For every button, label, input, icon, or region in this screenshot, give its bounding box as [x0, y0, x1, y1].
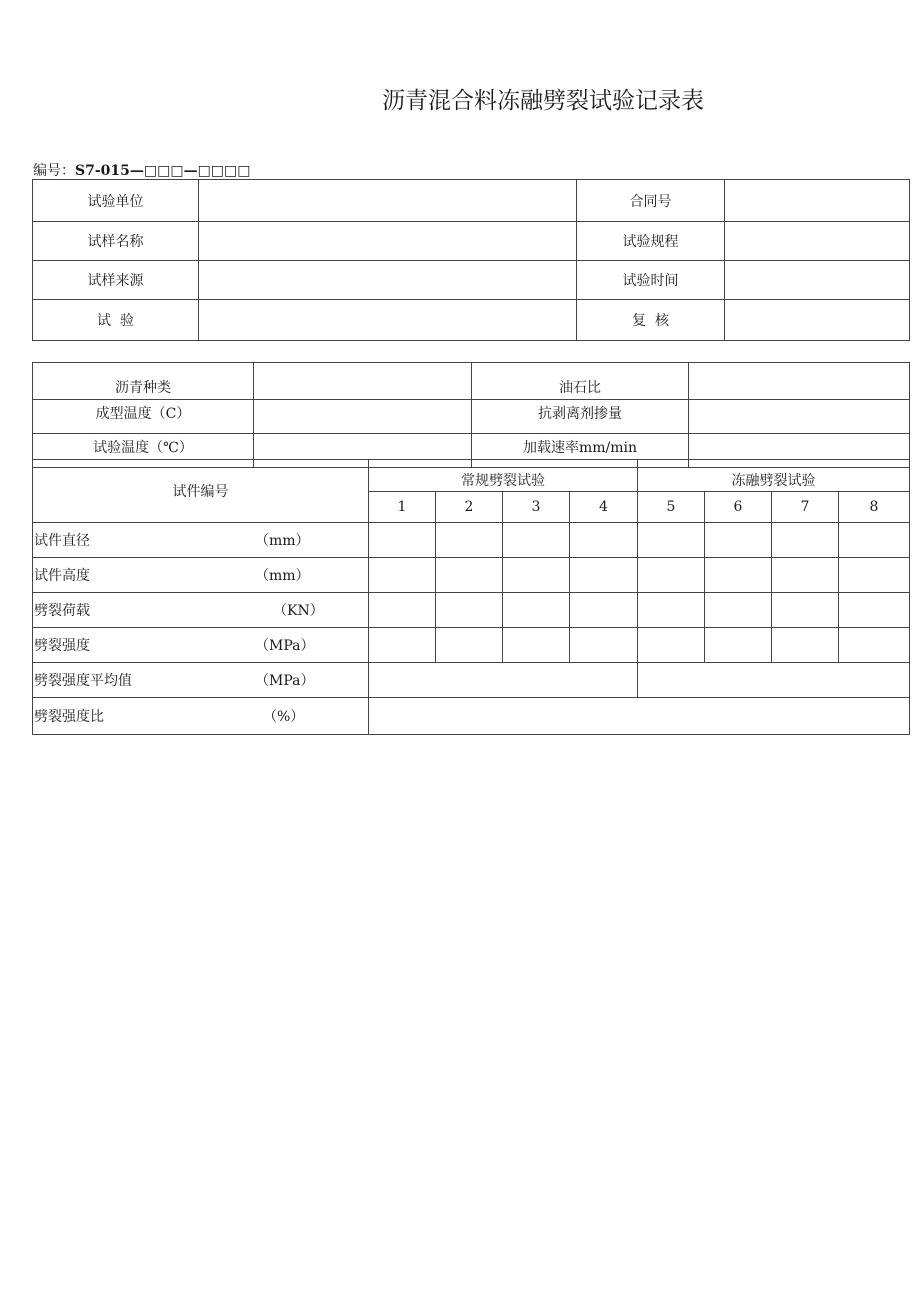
- specimen-number: 8: [839, 492, 910, 523]
- contract-field[interactable]: [725, 180, 910, 222]
- row-label: 劈裂荷载: [34, 603, 90, 619]
- params-row: [33, 400, 910, 434]
- spec-field[interactable]: [725, 222, 910, 261]
- params-row: [33, 363, 910, 400]
- value-cell[interactable]: [839, 593, 910, 628]
- value-cell[interactable]: [772, 558, 839, 593]
- value-cell[interactable]: [436, 593, 503, 628]
- specimen-number: 3: [503, 492, 570, 523]
- time-label: 试验时间: [577, 261, 725, 300]
- specimen-number: 5: [638, 492, 705, 523]
- reviewer-label: 复 核: [577, 300, 725, 341]
- contract-label: 合同号: [577, 180, 725, 222]
- source-label: 试样来源: [33, 261, 199, 300]
- height-row: [33, 558, 910, 593]
- freeze-test-header: 冻融劈裂试验: [638, 460, 910, 492]
- value-cell[interactable]: [638, 558, 705, 593]
- sample-name-label: 试样名称: [33, 222, 199, 261]
- source-field[interactable]: [199, 261, 577, 300]
- value-cell[interactable]: [436, 523, 503, 558]
- specimen-number: 7: [772, 492, 839, 523]
- value-cell[interactable]: [839, 523, 910, 558]
- load-row: [33, 593, 910, 628]
- asphalt-type-label: 沥青种类: [33, 363, 254, 400]
- specimen-number: 4: [570, 492, 638, 523]
- value-cell[interactable]: [772, 593, 839, 628]
- row-label: 试件高度: [34, 568, 90, 584]
- asphalt-type-field[interactable]: [254, 363, 472, 400]
- row-unit: （KN）: [273, 603, 324, 619]
- info-row: [33, 300, 910, 341]
- value-cell[interactable]: [705, 523, 772, 558]
- form-code: [33, 160, 250, 180]
- info-table: [32, 179, 910, 341]
- value-cell[interactable]: [570, 558, 638, 593]
- tester-label: 试 验: [33, 300, 199, 341]
- value-cell[interactable]: [503, 523, 570, 558]
- info-row: [33, 180, 910, 222]
- value-cell[interactable]: [570, 628, 638, 663]
- loading-rate-label: 加载速率mm/min: [472, 434, 689, 468]
- value-cell[interactable]: [839, 628, 910, 663]
- page-title: 沥青混合料冻融劈裂试验记录表: [382, 88, 704, 114]
- strength-label: [33, 628, 369, 663]
- value-cell[interactable]: [369, 628, 436, 663]
- sample-name-field[interactable]: [199, 222, 577, 261]
- value-cell[interactable]: [839, 558, 910, 593]
- specimen-no-header: 试件编号: [33, 460, 369, 523]
- code-value: S7-015—□□□—□□□□: [75, 163, 251, 179]
- info-row: [33, 261, 910, 300]
- freeze-average-field[interactable]: [638, 663, 910, 698]
- value-cell[interactable]: [369, 558, 436, 593]
- ratio-label: [33, 698, 369, 735]
- header-row: [33, 460, 910, 492]
- row-unit: （MPa）: [255, 638, 315, 654]
- tester-field[interactable]: [199, 300, 577, 341]
- results-table: [32, 459, 910, 735]
- regular-average-field[interactable]: [369, 663, 638, 698]
- diameter-label: [33, 523, 369, 558]
- oil-ratio-field[interactable]: [689, 363, 910, 400]
- regular-test-header: 常规劈裂试验: [369, 460, 638, 492]
- anti-strip-field[interactable]: [689, 400, 910, 434]
- height-label: [33, 558, 369, 593]
- value-cell[interactable]: [570, 523, 638, 558]
- oil-ratio-label: 油石比: [472, 363, 689, 400]
- value-cell[interactable]: [638, 523, 705, 558]
- value-cell[interactable]: [705, 593, 772, 628]
- value-cell[interactable]: [638, 628, 705, 663]
- row-unit: （%）: [263, 709, 305, 725]
- value-cell[interactable]: [638, 593, 705, 628]
- code-label: 编号：: [33, 163, 75, 179]
- value-cell[interactable]: [772, 628, 839, 663]
- strength-row: [33, 628, 910, 663]
- value-cell[interactable]: [570, 593, 638, 628]
- specimen-number: 6: [705, 492, 772, 523]
- info-row: [33, 222, 910, 261]
- specimen-number: 1: [369, 492, 436, 523]
- load-label: [33, 593, 369, 628]
- value-cell[interactable]: [772, 523, 839, 558]
- ratio-row: [33, 698, 910, 735]
- params-table: [32, 362, 910, 468]
- value-cell[interactable]: [369, 593, 436, 628]
- molding-temp-label: 成型温度（C）: [33, 400, 254, 434]
- value-cell[interactable]: [436, 558, 503, 593]
- average-row: [33, 663, 910, 698]
- row-unit: （mm）: [255, 533, 310, 549]
- diameter-row: [33, 523, 910, 558]
- value-cell[interactable]: [369, 523, 436, 558]
- row-unit: （mm）: [255, 568, 310, 584]
- ratio-field[interactable]: [369, 698, 910, 735]
- value-cell[interactable]: [705, 628, 772, 663]
- row-label: 劈裂强度: [34, 638, 90, 654]
- row-unit: （MPa）: [255, 673, 315, 689]
- spec-label: 试验规程: [577, 222, 725, 261]
- value-cell[interactable]: [503, 628, 570, 663]
- reviewer-field[interactable]: [725, 300, 910, 341]
- value-cell[interactable]: [436, 628, 503, 663]
- anti-strip-label: 抗剥离剂掺量: [472, 400, 689, 434]
- unit-field[interactable]: [199, 180, 577, 222]
- value-cell[interactable]: [705, 558, 772, 593]
- test-temp-label: 试验温度（℃）: [33, 434, 254, 468]
- row-label: 劈裂强度比: [34, 709, 104, 725]
- row-label: 劈裂强度平均值: [34, 673, 132, 689]
- time-field[interactable]: [725, 261, 910, 300]
- unit-label: 试验单位: [33, 180, 199, 222]
- row-label: 试件直径: [34, 533, 90, 549]
- value-cell[interactable]: [503, 593, 570, 628]
- average-label: [33, 663, 369, 698]
- value-cell[interactable]: [503, 558, 570, 593]
- specimen-number: 2: [436, 492, 503, 523]
- molding-temp-field[interactable]: [254, 400, 472, 434]
